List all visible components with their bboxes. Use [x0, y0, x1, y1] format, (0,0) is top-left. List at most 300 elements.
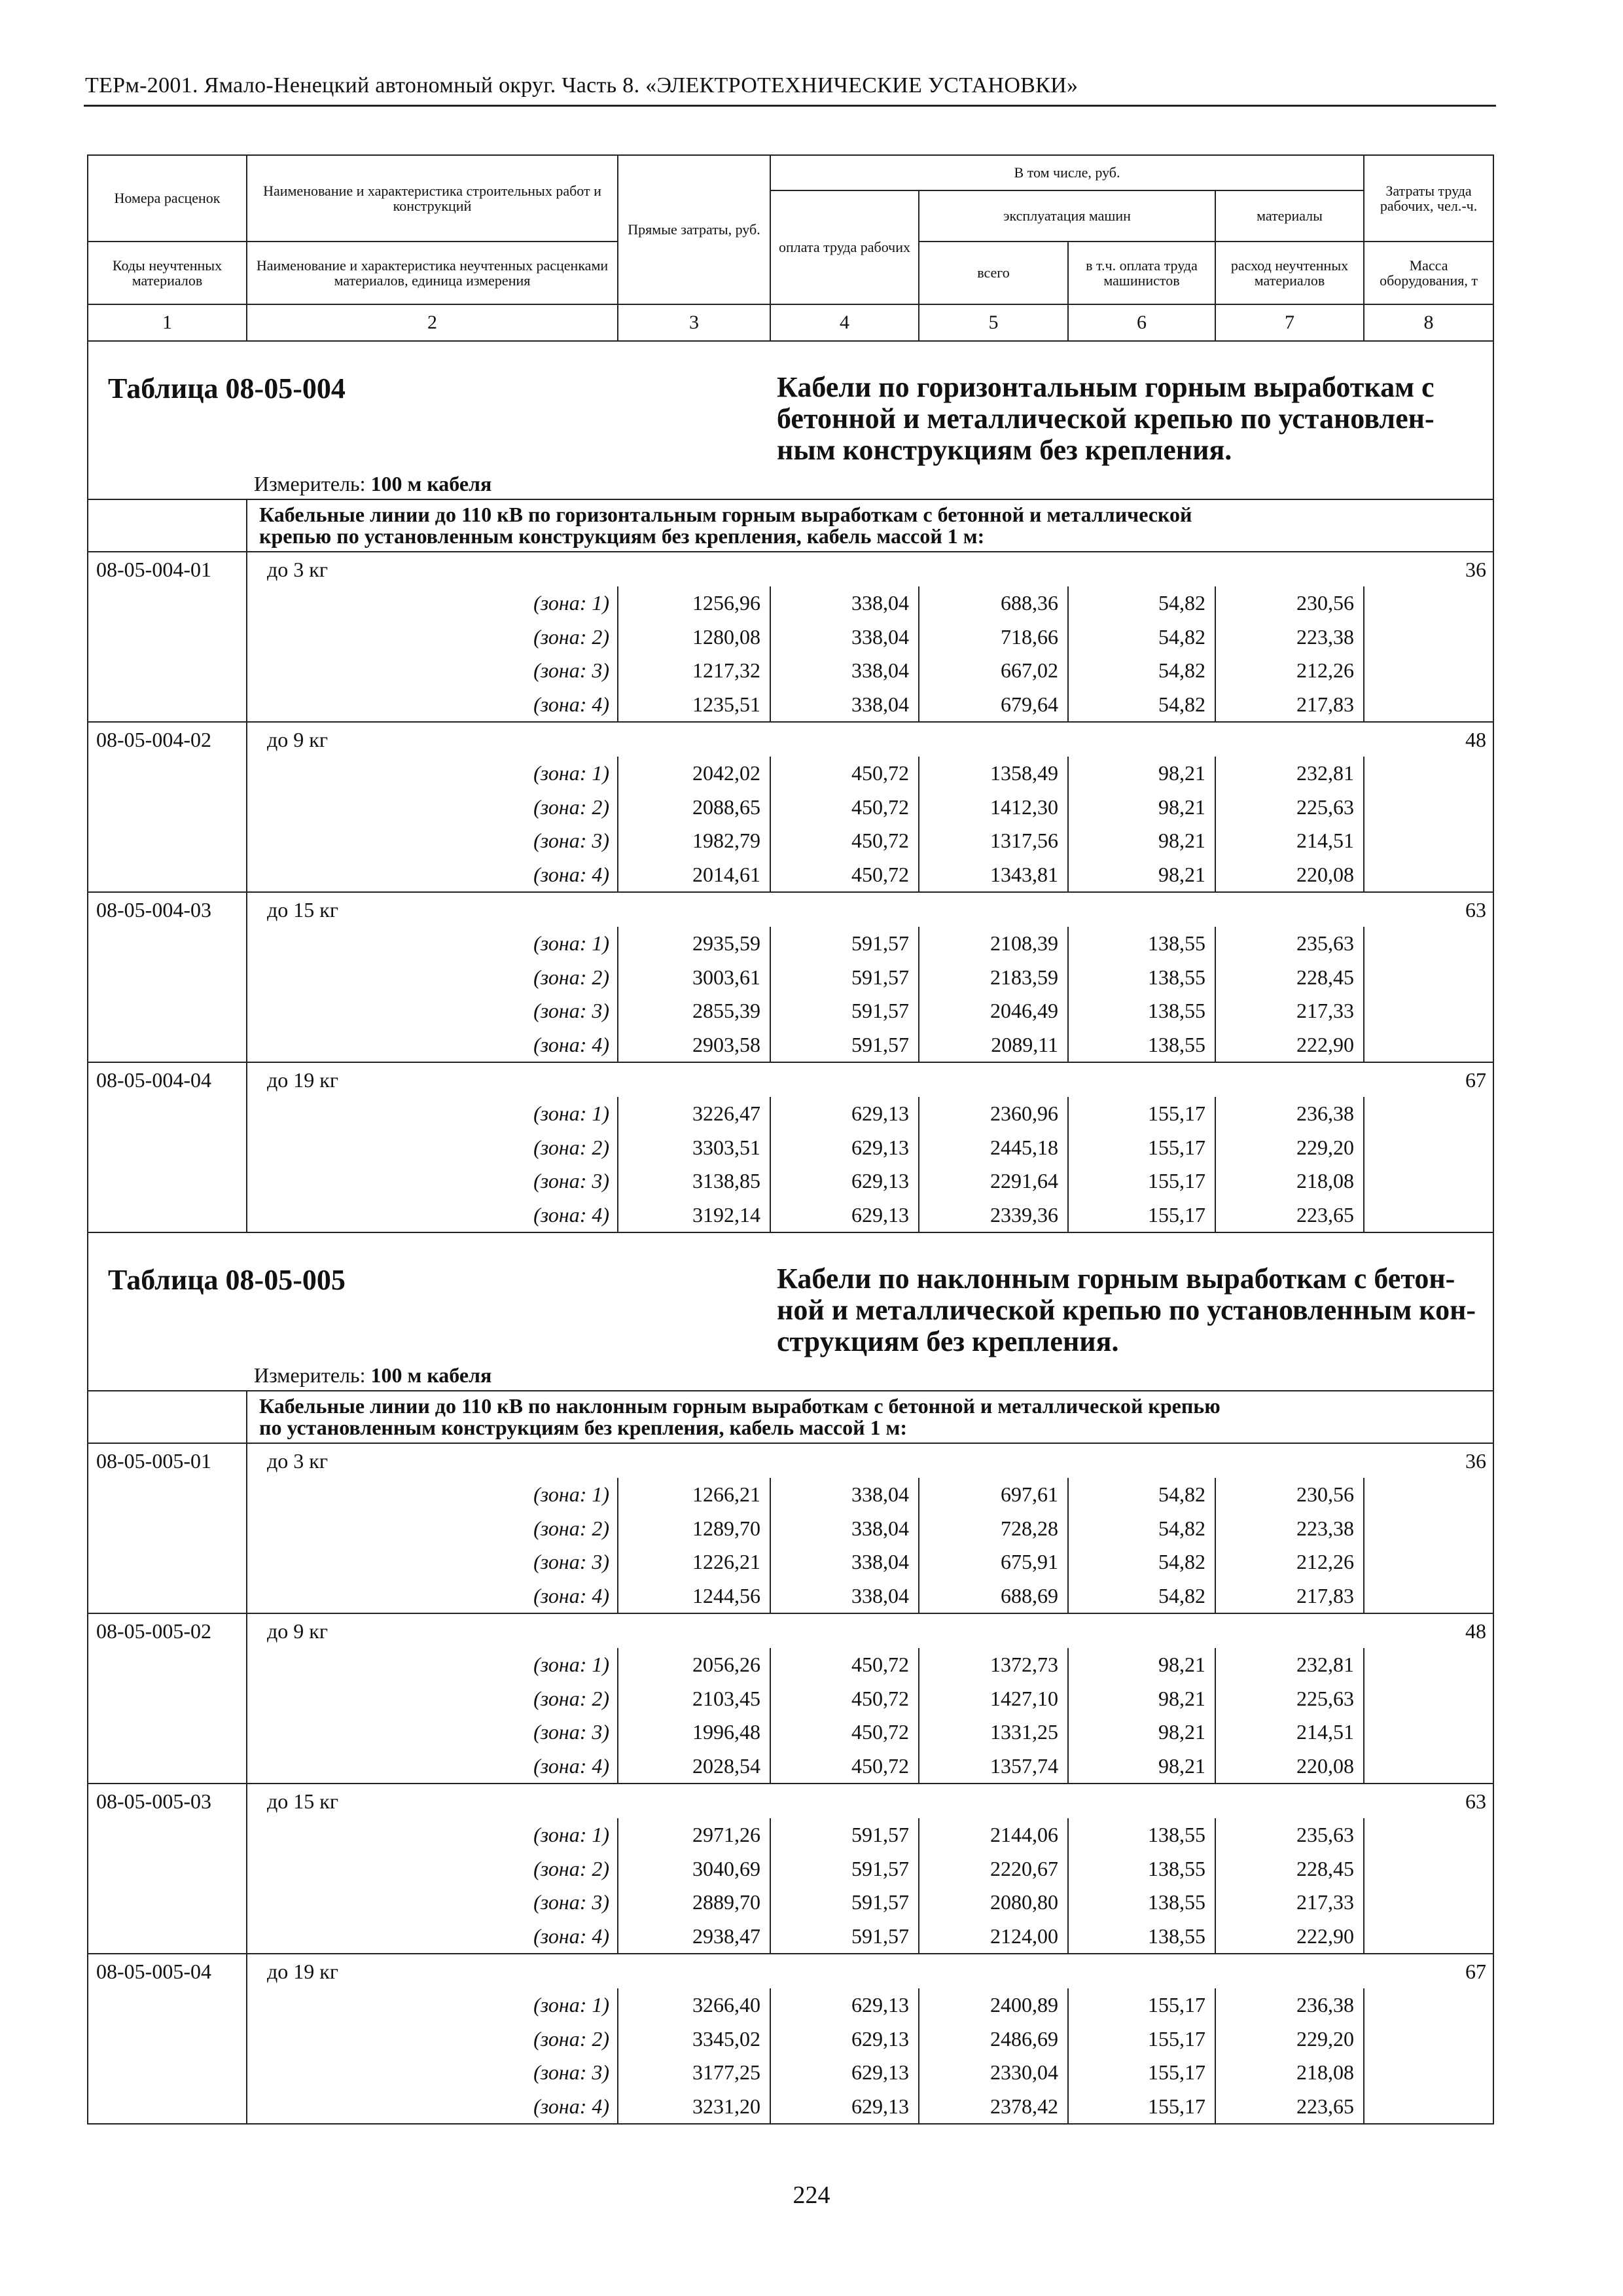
machinists-pay: 155,17 [1068, 1988, 1215, 2022]
code-spacer [88, 586, 247, 620]
direct-costs: 2889,70 [618, 1886, 770, 1920]
header-machines: эксплуатация машин [919, 190, 1215, 242]
machines-total: 2220,67 [919, 1852, 1068, 1886]
code-spacer [88, 1545, 247, 1579]
zone-label: (зона: 3) [247, 1545, 618, 1579]
machines-total: 2089,11 [919, 1028, 1068, 1063]
direct-costs: 3003,61 [618, 961, 770, 995]
table-title-line: Кабели по горизонтальным горным выработкам с [777, 371, 1435, 403]
machinists-pay: 98,21 [1068, 757, 1215, 791]
column-number: 6 [1068, 304, 1215, 341]
zone-row [88, 927, 1493, 961]
zone-row [88, 2022, 1493, 2056]
rate-name: до 15 кг [247, 892, 1364, 927]
machinists-pay: 138,55 [1068, 1852, 1215, 1886]
direct-costs: 3192,14 [618, 1198, 770, 1233]
machinists-pay: 54,82 [1068, 1478, 1215, 1512]
column-number: 4 [770, 304, 919, 341]
column-number: 3 [618, 304, 770, 341]
labor-pay: 338,04 [770, 1579, 919, 1614]
direct-costs: 2088,65 [618, 791, 770, 825]
direct-costs: 2938,47 [618, 1920, 770, 1954]
rate-code: 08-05-005-03 [88, 1784, 247, 1818]
machines-total: 2144,06 [919, 1818, 1068, 1852]
materials-cost: 230,56 [1215, 1478, 1364, 1512]
materials-cost: 214,51 [1215, 1715, 1364, 1749]
zone-row [88, 1920, 1493, 1954]
materials-cost: 222,90 [1215, 1920, 1364, 1954]
zone-label: (зона: 1) [247, 1097, 618, 1131]
zone-row [88, 824, 1493, 858]
header-machines-total: всего [919, 242, 1068, 304]
direct-costs: 2028,54 [618, 1749, 770, 1784]
labor-pay: 450,72 [770, 824, 919, 858]
machinists-pay: 155,17 [1068, 1097, 1215, 1131]
machinists-pay: 155,17 [1068, 2022, 1215, 2056]
direct-costs: 1244,56 [618, 1579, 770, 1614]
measure-unit [88, 1357, 1493, 1391]
mass-spacer [1364, 1886, 1493, 1920]
zone-label: (зона: 4) [247, 1579, 618, 1614]
materials-cost: 220,08 [1215, 1749, 1364, 1784]
mass-spacer [1364, 961, 1493, 995]
section-row [88, 499, 1493, 552]
table-number: Таблица 08-05-005 [88, 1232, 770, 1357]
measure-value: 100 м кабеля [370, 1363, 492, 1387]
zone-label: (зона: 3) [247, 824, 618, 858]
table-title-line: струкциям без крепления. [777, 1325, 1119, 1357]
code-spacer [88, 1920, 247, 1954]
labor-costs: 67 [1364, 1954, 1493, 1988]
machinists-pay: 98,21 [1068, 858, 1215, 893]
labor-pay: 338,04 [770, 654, 919, 688]
header-labor-costs: Затраты труда рабочих, чел.-ч. [1364, 155, 1493, 242]
zone-row [88, 2090, 1493, 2125]
materials-cost: 218,08 [1215, 1164, 1364, 1198]
rate-item-row [88, 892, 1493, 927]
zone-row [88, 1648, 1493, 1682]
column-number: 2 [247, 304, 618, 341]
machines-total: 2339,36 [919, 1198, 1068, 1233]
labor-pay: 591,57 [770, 927, 919, 961]
rate-code: 08-05-004-01 [88, 552, 247, 586]
machines-total: 675,91 [919, 1545, 1068, 1579]
labor-costs: 48 [1364, 1613, 1493, 1648]
code-spacer [88, 1097, 247, 1131]
zone-label: (зона: 1) [247, 757, 618, 791]
labor-pay: 338,04 [770, 620, 919, 655]
materials-cost: 235,63 [1215, 927, 1364, 961]
column-number: 1 [88, 304, 247, 341]
zone-label: (зона: 1) [247, 1648, 618, 1682]
labor-pay: 591,57 [770, 994, 919, 1028]
mass-spacer [1364, 1097, 1493, 1131]
table-title [770, 1232, 1493, 1357]
mass-spacer [1364, 1852, 1493, 1886]
zone-row [88, 1988, 1493, 2022]
zone-row [88, 586, 1493, 620]
mass-spacer [1364, 1579, 1493, 1614]
labor-pay: 450,72 [770, 1715, 919, 1749]
header-direct-costs: Прямые затраты, руб. [618, 155, 770, 304]
machines-total: 2330,04 [919, 2056, 1068, 2090]
rate-name: до 3 кг [247, 552, 1364, 586]
rate-code: 08-05-004-02 [88, 722, 247, 757]
code-spacer [88, 688, 247, 723]
machines-total: 2445,18 [919, 1131, 1068, 1165]
mass-spacer [1364, 1131, 1493, 1165]
direct-costs: 1235,51 [618, 688, 770, 723]
code-spacer [88, 654, 247, 688]
labor-costs: 36 [1364, 552, 1493, 586]
zone-label: (зона: 4) [247, 1920, 618, 1954]
labor-pay: 591,57 [770, 1920, 919, 1954]
mass-spacer [1364, 2022, 1493, 2056]
section-row [88, 1391, 1493, 1443]
code-spacer [88, 1164, 247, 1198]
machines-total: 2124,00 [919, 1920, 1068, 1954]
labor-pay: 450,72 [770, 1648, 919, 1682]
materials-cost: 217,83 [1215, 1579, 1364, 1614]
materials-cost: 225,63 [1215, 791, 1364, 825]
machinists-pay: 155,17 [1068, 2056, 1215, 2090]
direct-costs: 1266,21 [618, 1478, 770, 1512]
zone-label: (зона: 4) [247, 858, 618, 893]
code-spacer [88, 2022, 247, 2056]
labor-pay: 591,57 [770, 1028, 919, 1063]
machines-total: 1331,25 [919, 1715, 1068, 1749]
section-description-line: Кабельные линии до 110 кВ по горизонтальным горным выработкам с бетонной и металлической [259, 503, 1192, 526]
direct-costs: 1982,79 [618, 824, 770, 858]
machinists-pay: 54,82 [1068, 1512, 1215, 1546]
direct-costs: 2056,26 [618, 1648, 770, 1682]
zone-row [88, 2056, 1493, 2090]
machinists-pay: 98,21 [1068, 1682, 1215, 1716]
zone-row [88, 1478, 1493, 1512]
materials-cost: 236,38 [1215, 1097, 1364, 1131]
direct-costs: 3040,69 [618, 1852, 770, 1886]
table-title-row [88, 1232, 1493, 1357]
materials-cost: 223,38 [1215, 620, 1364, 655]
zone-row [88, 858, 1493, 893]
code-spacer [88, 1478, 247, 1512]
mass-spacer [1364, 620, 1493, 655]
materials-cost: 214,51 [1215, 824, 1364, 858]
code-spacer [88, 2056, 247, 2090]
direct-costs: 3226,47 [618, 1097, 770, 1131]
materials-cost: 220,08 [1215, 858, 1364, 893]
machinists-pay: 54,82 [1068, 586, 1215, 620]
table-title-line: Кабели по наклонным горным выработкам с бетон- [777, 1263, 1455, 1295]
direct-costs: 3177,25 [618, 2056, 770, 2090]
materials-cost: 229,20 [1215, 1131, 1364, 1165]
code-spacer [88, 1988, 247, 2022]
zone-label: (зона: 2) [247, 1512, 618, 1546]
rate-item-row [88, 552, 1493, 586]
materials-cost: 228,45 [1215, 1852, 1364, 1886]
rate-code: 08-05-005-04 [88, 1954, 247, 1988]
machines-total: 688,69 [919, 1579, 1068, 1614]
machinists-pay: 54,82 [1068, 620, 1215, 655]
zone-row [88, 1715, 1493, 1749]
materials-cost: 223,65 [1215, 1198, 1364, 1233]
zone-label: (зона: 3) [247, 2056, 618, 2090]
machinists-pay: 98,21 [1068, 1648, 1215, 1682]
materials-cost: 236,38 [1215, 1988, 1364, 2022]
labor-pay: 629,13 [770, 1164, 919, 1198]
table-number: Таблица 08-05-004 [88, 341, 770, 466]
zone-row [88, 1545, 1493, 1579]
code-spacer [88, 620, 247, 655]
mass-spacer [1364, 1512, 1493, 1546]
table-title-row [88, 341, 1493, 466]
zone-label: (зона: 3) [247, 1715, 618, 1749]
zone-label: (зона: 4) [247, 1198, 618, 1233]
column-number: 8 [1364, 304, 1493, 341]
materials-cost: 223,38 [1215, 1512, 1364, 1546]
measure-value: 100 м кабеля [370, 472, 492, 495]
machinists-pay: 54,82 [1068, 654, 1215, 688]
section-spacer [88, 499, 247, 552]
rate-item-row [88, 1062, 1493, 1097]
zone-row [88, 1852, 1493, 1886]
labor-pay: 338,04 [770, 586, 919, 620]
materials-cost: 218,08 [1215, 2056, 1364, 2090]
header-rule [84, 105, 1496, 107]
zone-row [88, 994, 1493, 1028]
code-spacer [88, 1682, 247, 1716]
code-spacer [88, 1818, 247, 1852]
zone-row [88, 1818, 1493, 1852]
materials-cost: 235,63 [1215, 1818, 1364, 1852]
measure-label: Измеритель: [254, 472, 366, 495]
zone-label: (зона: 4) [247, 688, 618, 723]
zone-label: (зона: 2) [247, 1131, 618, 1165]
code-spacer [88, 1749, 247, 1784]
machinists-pay: 54,82 [1068, 688, 1215, 723]
code-spacer [88, 1579, 247, 1614]
rate-name: до 9 кг [247, 1613, 1364, 1648]
price-table [87, 154, 1494, 2125]
direct-costs: 2903,58 [618, 1028, 770, 1063]
header-rate-numbers: Номера расценок [88, 155, 247, 242]
zone-row [88, 1512, 1493, 1546]
materials-cost: 212,26 [1215, 654, 1364, 688]
direct-costs: 2855,39 [618, 994, 770, 1028]
code-spacer [88, 1852, 247, 1886]
zone-label: (зона: 3) [247, 1886, 618, 1920]
labor-costs: 67 [1364, 1062, 1493, 1097]
mass-spacer [1364, 1028, 1493, 1063]
zone-label: (зона: 1) [247, 586, 618, 620]
direct-costs: 3345,02 [618, 2022, 770, 2056]
rate-name: до 9 кг [247, 722, 1364, 757]
zone-label: (зона: 2) [247, 1852, 618, 1886]
machinists-pay: 155,17 [1068, 2090, 1215, 2125]
machines-total: 728,28 [919, 1512, 1068, 1546]
zone-row [88, 1164, 1493, 1198]
header-equipment-mass: Масса оборудования, т [1364, 242, 1493, 304]
header-row-1 [88, 155, 1493, 190]
zone-label: (зона: 3) [247, 654, 618, 688]
measure-row [88, 466, 1493, 499]
rate-item-row [88, 1954, 1493, 1988]
labor-pay: 591,57 [770, 1886, 919, 1920]
section-description [247, 1391, 1493, 1443]
page-number: 224 [793, 2181, 830, 2209]
zone-row [88, 620, 1493, 655]
machinists-pay: 155,17 [1068, 1131, 1215, 1165]
direct-costs: 3266,40 [618, 1988, 770, 2022]
code-spacer [88, 2090, 247, 2125]
direct-costs: 1226,21 [618, 1545, 770, 1579]
zone-label: (зона: 4) [247, 1028, 618, 1063]
materials-cost: 217,33 [1215, 1886, 1364, 1920]
mass-spacer [1364, 824, 1493, 858]
materials-cost: 217,83 [1215, 688, 1364, 723]
materials-cost: 232,81 [1215, 1648, 1364, 1682]
labor-costs: 48 [1364, 722, 1493, 757]
materials-cost: 222,90 [1215, 1028, 1364, 1063]
measure-row [88, 1357, 1493, 1391]
zone-row [88, 1028, 1493, 1063]
zone-row [88, 961, 1493, 995]
mass-spacer [1364, 654, 1493, 688]
mass-spacer [1364, 791, 1493, 825]
zone-label: (зона: 4) [247, 1749, 618, 1784]
machinists-pay: 155,17 [1068, 1198, 1215, 1233]
machines-total: 688,36 [919, 586, 1068, 620]
labor-pay: 450,72 [770, 1749, 919, 1784]
machines-total: 1317,56 [919, 824, 1068, 858]
labor-pay: 629,13 [770, 1131, 919, 1165]
machines-total: 2486,69 [919, 2022, 1068, 2056]
labor-costs: 36 [1364, 1443, 1493, 1478]
direct-costs: 3138,85 [618, 1164, 770, 1198]
zone-row [88, 757, 1493, 791]
column-number: 5 [919, 304, 1068, 341]
code-spacer [88, 994, 247, 1028]
machines-total: 2378,42 [919, 2090, 1068, 2125]
table-body [88, 155, 1493, 2124]
direct-costs: 2103,45 [618, 1682, 770, 1716]
zone-label: (зона: 2) [247, 961, 618, 995]
rate-item-row [88, 1443, 1493, 1478]
labor-pay: 629,13 [770, 1097, 919, 1131]
machinists-pay: 138,55 [1068, 927, 1215, 961]
materials-cost: 230,56 [1215, 586, 1364, 620]
machinists-pay: 138,55 [1068, 961, 1215, 995]
zone-label: (зона: 1) [247, 1478, 618, 1512]
machinists-pay: 98,21 [1068, 1715, 1215, 1749]
machinists-pay: 98,21 [1068, 791, 1215, 825]
labor-pay: 629,13 [770, 2090, 919, 2125]
direct-costs: 2014,61 [618, 858, 770, 893]
code-spacer [88, 757, 247, 791]
section-description-line: по установленным конструкциям без крепления, кабель массой 1 м: [259, 1416, 907, 1439]
mass-spacer [1364, 688, 1493, 723]
mass-spacer [1364, 1198, 1493, 1233]
mass-spacer [1364, 757, 1493, 791]
direct-costs: 1996,48 [618, 1715, 770, 1749]
labor-costs: 63 [1364, 1784, 1493, 1818]
machines-total: 2183,59 [919, 961, 1068, 995]
materials-cost: 212,26 [1215, 1545, 1364, 1579]
rate-item-row [88, 722, 1493, 757]
column-numbers-row [88, 304, 1493, 341]
zone-label: (зона: 3) [247, 994, 618, 1028]
rate-name: до 19 кг [247, 1954, 1364, 1988]
table-title-line: бетонной и металлической крепью по установлен- [777, 403, 1435, 435]
labor-pay: 450,72 [770, 858, 919, 893]
rate-item-row [88, 1613, 1493, 1648]
materials-cost: 217,33 [1215, 994, 1364, 1028]
rate-item-row [88, 1784, 1493, 1818]
machinists-pay: 98,21 [1068, 1749, 1215, 1784]
labor-pay: 629,13 [770, 2022, 919, 2056]
header-material-name: Наименование и характеристика неучтенных расценками материалов, единица измерения [247, 242, 618, 304]
zone-row [88, 791, 1493, 825]
section-description-line: Кабельные линии до 110 кВ по наклонным горным выработкам с бетонной и металлической крепью [259, 1394, 1221, 1418]
labor-pay: 591,57 [770, 961, 919, 995]
zone-row [88, 1579, 1493, 1614]
zone-row [88, 1682, 1493, 1716]
direct-costs: 1289,70 [618, 1512, 770, 1546]
zone-label: (зона: 1) [247, 1988, 618, 2022]
rate-code: 08-05-004-03 [88, 892, 247, 927]
measure-label: Измеритель: [254, 1363, 366, 1387]
machinists-pay: 155,17 [1068, 1164, 1215, 1198]
machines-total: 2080,80 [919, 1886, 1068, 1920]
materials-cost: 225,63 [1215, 1682, 1364, 1716]
rate-name: до 15 кг [247, 1784, 1364, 1818]
zone-label: (зона: 2) [247, 791, 618, 825]
machinists-pay: 138,55 [1068, 994, 1215, 1028]
table-title [770, 341, 1493, 466]
mass-spacer [1364, 2090, 1493, 2125]
machines-total: 1343,81 [919, 858, 1068, 893]
header-labor-pay: оплата труда рабочих [770, 190, 919, 304]
zone-row [88, 1198, 1493, 1233]
table-title-line: ной и металлической крепью по установленным кон- [777, 1294, 1476, 1326]
zone-label: (зона: 2) [247, 2022, 618, 2056]
mass-spacer [1364, 1682, 1493, 1716]
machinists-pay: 98,21 [1068, 824, 1215, 858]
labor-pay: 450,72 [770, 1682, 919, 1716]
header-materials: материалы [1215, 190, 1364, 242]
mass-spacer [1364, 1164, 1493, 1198]
zone-label: (зона: 4) [247, 2090, 618, 2125]
machines-total: 679,64 [919, 688, 1068, 723]
machinists-pay: 138,55 [1068, 1886, 1215, 1920]
rate-code: 08-05-004-04 [88, 1062, 247, 1097]
direct-costs: 1256,96 [618, 586, 770, 620]
code-spacer [88, 1886, 247, 1920]
materials-cost: 228,45 [1215, 961, 1364, 995]
machinists-pay: 54,82 [1068, 1545, 1215, 1579]
header-material-codes: Коды неучтенных материалов [88, 242, 247, 304]
labor-pay: 338,04 [770, 1478, 919, 1512]
labor-pay: 591,57 [770, 1852, 919, 1886]
header-work-name: Наименование и характеристика строительных работ и конструкций [247, 155, 618, 242]
materials-cost: 229,20 [1215, 2022, 1364, 2056]
code-spacer [88, 1028, 247, 1063]
direct-costs: 1217,32 [618, 654, 770, 688]
machines-total: 2291,64 [919, 1164, 1068, 1198]
machines-total: 1372,73 [919, 1648, 1068, 1682]
code-spacer [88, 791, 247, 825]
mass-spacer [1364, 1818, 1493, 1852]
